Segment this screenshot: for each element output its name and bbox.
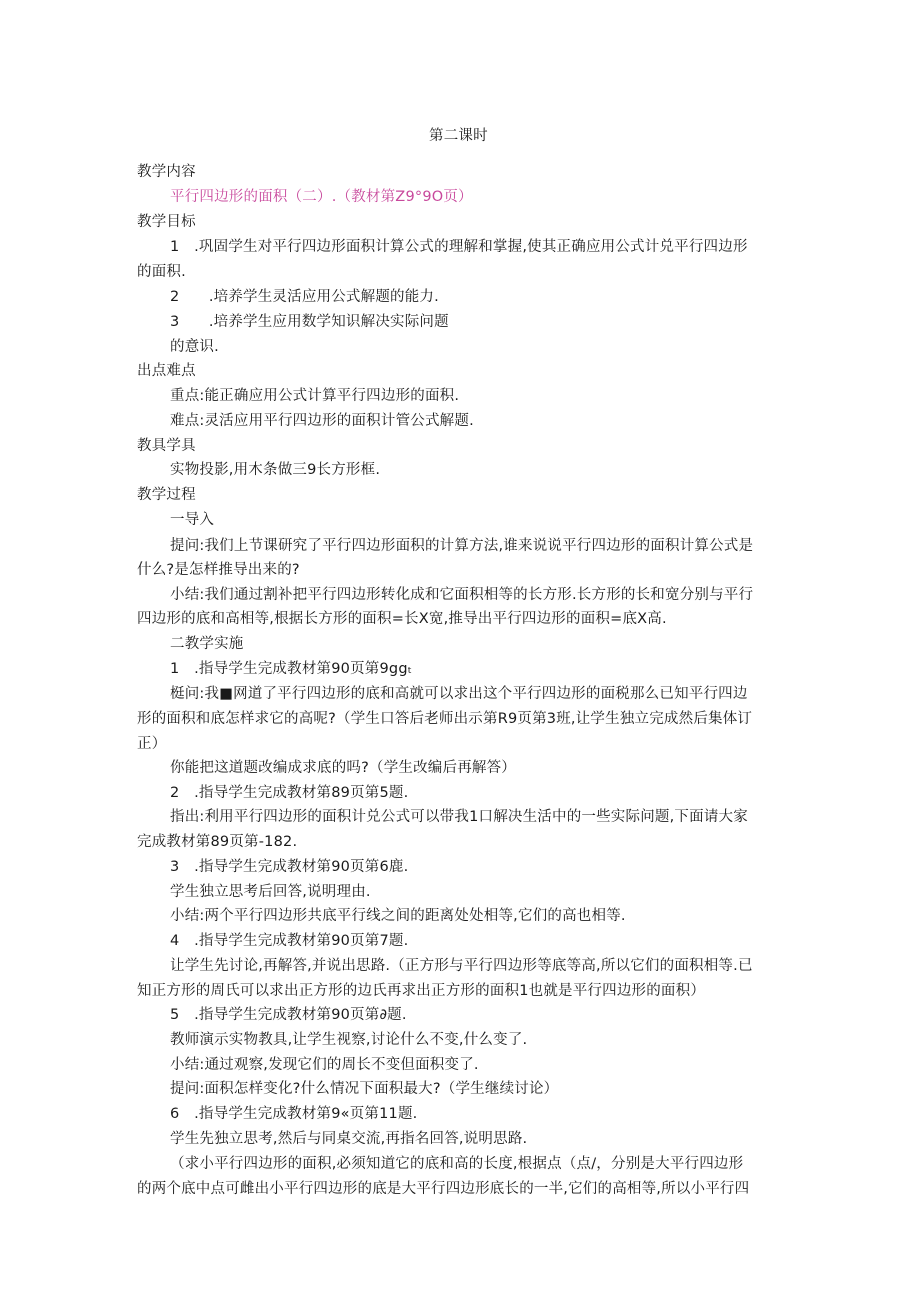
text-line: 什么?是怎样推导出来的? [137, 562, 300, 578]
text-line: 让学生先讨论,再解答,并说出思路.（正方形与平行四边形等底等高,所以它们的面积相等.已 [170, 958, 753, 974]
text-line: 梃问:我■网道了平行四边形的底和高就可以求出这个平行四边形的面税那么已知平行四边 [170, 686, 748, 702]
text-line: （求小平行四边形的面积,必须知道它的底和高的长度,根据点（点/，分别是大平行四边形 [170, 1156, 744, 1172]
text-line: 的意识. [170, 339, 219, 355]
text-line: 小结:通过观察,发现它们的周长不变但面积变了. [170, 1057, 479, 1073]
text-line: 3 .指导学生完成教材第90页第6鹿. [170, 859, 409, 875]
text-line: 6 .指导学生完成教材第9«页第11题. [170, 1106, 418, 1122]
text-line: 你能把这道题改编成求底的吗?（学生改编后再解答） [170, 760, 516, 776]
text-line: 2 .培养学生灵活应用公式解题的能力. [170, 289, 439, 305]
text-line: 的两个底中点可雌出小平行四边形的底是大平行四边形底长的一半,它们的高相等,所以小平行四 [137, 1181, 750, 1197]
section-heading: 教学目标 [137, 214, 196, 230]
text-line: 教师演示实物教具,让学生视察,讨论什么不变,什么变了. [170, 1032, 528, 1048]
text-line: 1 .指导学生完成教材第90页第9ggₜ [170, 661, 413, 677]
section-heading: 教学过程 [137, 487, 196, 503]
text-line: 3 .培养学生应用数学知识解决实际问题 [170, 314, 449, 330]
text-line: 学生先独立思考,然后与同桌交流,再指名回答,说明思路. [170, 1131, 528, 1147]
text-line: 4 .指导学生完成教材第90页第7题. [170, 933, 409, 949]
text-line: 正） [137, 736, 167, 752]
text-line: 四边形的底和高相等,根据长方形的面积=长X宽,推导出平行四边形的面积=底X高. [137, 611, 667, 627]
text-line: 难点:灵活应用平行四边形的面积计管公式解题. [170, 413, 474, 429]
text-line: 平行四边形的面积（二）.（教材第Z9°9O页） [170, 189, 473, 205]
text-line: 学生独立思考后回答,说明理由. [170, 884, 371, 900]
subsection-heading: 一导入 [170, 512, 215, 528]
section-heading: 出点难点 [137, 363, 196, 379]
text-line: 提问:我们上节课研究了平行四边形面积的计算方法,谁来说说平行四边形的面积计算公式是 [170, 538, 754, 554]
page-title: 第二课时 [429, 128, 488, 144]
text-line: 实物投影,用木条做三9长方形框. [170, 462, 381, 478]
text-line: 提问:面积怎样变化?什么情况下面积最大?（学生继续讨论） [170, 1081, 559, 1097]
text-line: 小结:我们通过割补把平行四边形转化成和它面积相等的长方形.长方形的长和宽分别与平行 [170, 587, 754, 603]
text-line: 1 .巩固学生对平行四边形面积计算公式的理解和掌握,使其正确应用公式计兑平行四边形 [170, 239, 748, 255]
text-line: 指出:利用平行四边形的面积计兑公式可以带我1口解决生活中的一些实际问题,下面请大家 [170, 809, 748, 825]
text-line: 5 .指导学生完成教材第90页第∂题. [170, 1007, 407, 1023]
text-line: 小结:两个平行四边形共底平行线之间的距离处处相等,它们的高也相等. [170, 908, 626, 924]
text-line: 的面积. [137, 264, 186, 280]
text-line: 完成教材第89页第-182. [137, 834, 298, 850]
text-line: 2 .指导学生完成教材第89页第5题. [170, 785, 409, 801]
section-heading: 教具学具 [137, 438, 196, 454]
subsection-heading: 二教学实施 [170, 636, 244, 652]
text-line: 知正方形的周氏可以求出正方形的边氏再求出正方形的面积1也就是平行四边形的面积） [137, 983, 706, 999]
text-line: 重点:能正确应用公式计算平行四边形的面积. [170, 388, 460, 404]
text-line: 形的面积和底怎样求它的高呢?（学生口答后老师出示第R9页第3班,让学生独立完成然后集体订 [137, 711, 753, 727]
section-heading: 教学内容 [137, 164, 196, 180]
